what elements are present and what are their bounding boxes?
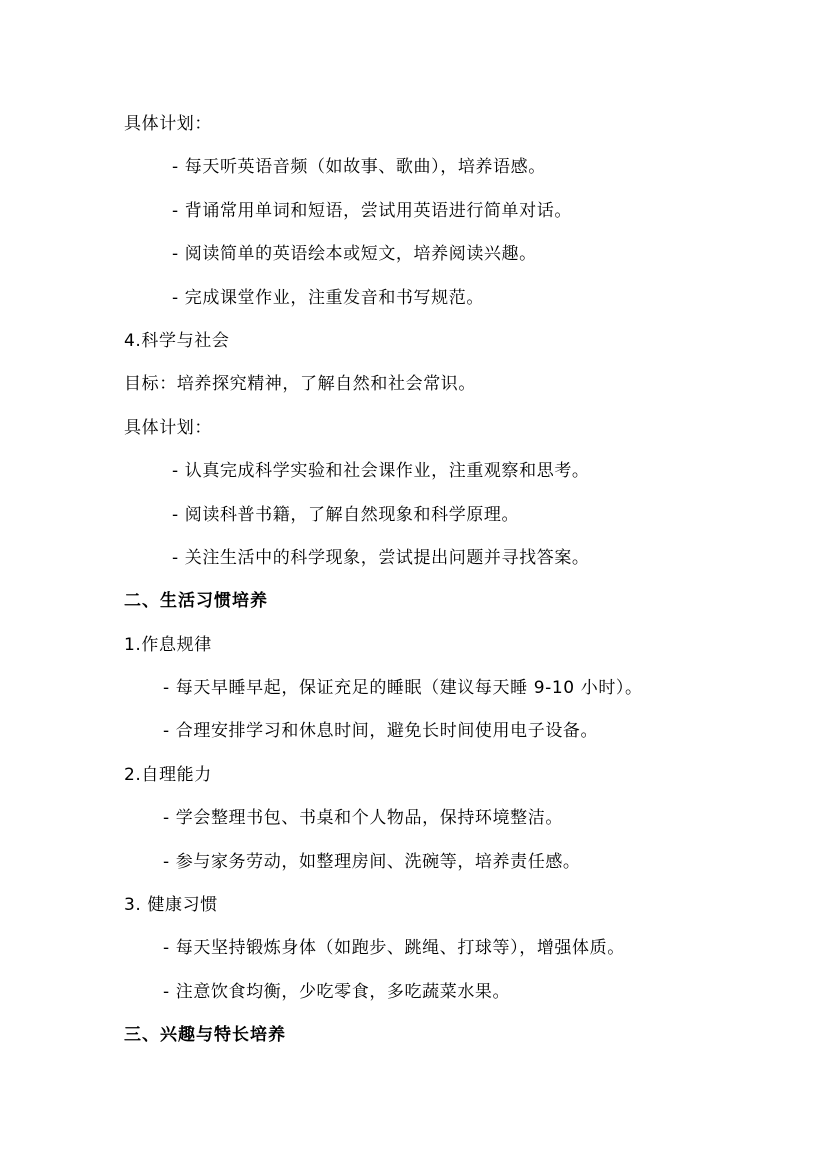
english-plan-item-2: - 背诵常用单词和短语，尝试用英语进行简单对话。 <box>172 201 572 221</box>
science-plan-item-1: - 认真完成科学实验和社会课作业，注重观察和思考。 <box>172 461 590 481</box>
science-plan-item-2: - 阅读科普书籍，了解自然现象和科学原理。 <box>172 505 520 525</box>
english-plan-item-4: - 完成课堂作业，注重发音和书写规范。 <box>172 288 484 308</box>
health-item-1: - 每天坚持锻炼身体（如跑步、跳绳、打球等），增强体质。 <box>163 938 625 958</box>
routine-title: 1.作息规律 <box>124 635 212 655</box>
health-habits-title: 3. 健康习惯 <box>124 895 218 915</box>
plan-heading-science: 具体计划： <box>124 418 212 438</box>
routine-item-2: - 合理安排学习和休息时间，避免长时间使用电子设备。 <box>163 721 599 741</box>
routine-item-1: - 每天早睡早起，保证充足的睡眠（建议每天睡 9-10 小时）。 <box>163 678 643 698</box>
self-care-item-1: - 学会整理书包、书桌和个人物品，保持环境整洁。 <box>163 808 563 828</box>
science-goal: 目标：培养探究精神，了解自然和社会常识。 <box>124 374 476 394</box>
english-plan-item-1: - 每天听英语音频（如故事、歌曲），培养语感。 <box>172 157 546 177</box>
section-two-heading: 二、生活习惯培养 <box>124 591 268 611</box>
self-care-title: 2.自理能力 <box>124 765 212 785</box>
health-item-2: - 注意饮食均衡，少吃零食，多吃蔬菜水果。 <box>163 982 511 1002</box>
section-three-heading: 三、兴趣与特长培养 <box>124 1025 286 1045</box>
science-plan-item-3: - 关注生活中的科学现象，尝试提出问题并寻找答案。 <box>172 548 590 568</box>
english-plan-item-3: - 阅读简单的英语绘本或短文，培养阅读兴趣。 <box>172 244 537 264</box>
section-science-society-title: 4.科学与社会 <box>124 331 230 351</box>
self-care-item-2: - 参与家务劳动，如整理房间、洗碗等，培养责任感。 <box>163 852 581 872</box>
plan-heading-english: 具体计划： <box>124 114 212 134</box>
